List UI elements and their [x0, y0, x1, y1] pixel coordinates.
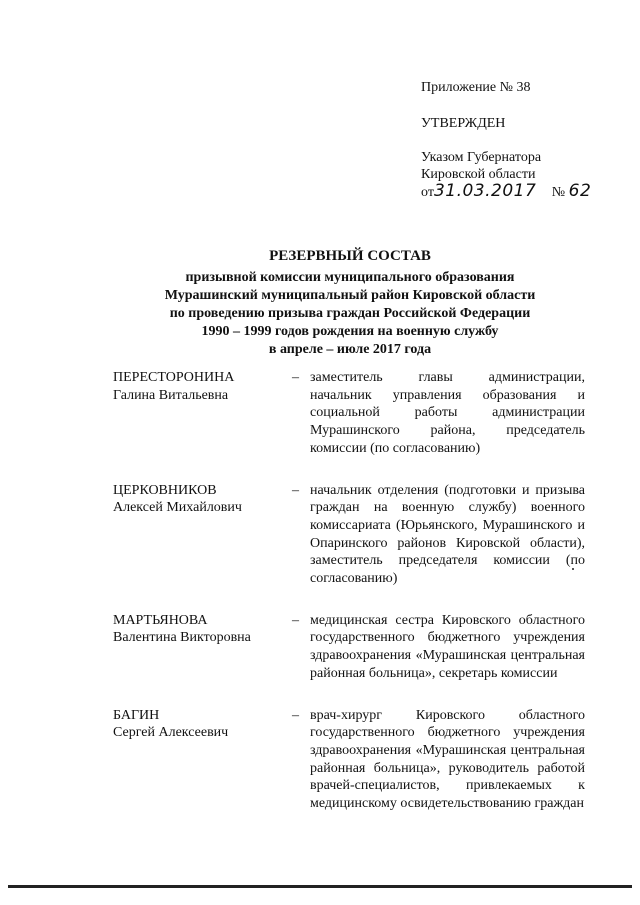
from-prefix: от	[421, 185, 434, 200]
member-given-names: Алексей Михайлович	[113, 500, 242, 516]
member-role: врач-хирург Кировского областного государственного бюджетного учреждения здравоохранения «Мурашинская центральная районная больница», руководитель работой врачей-специалистов, привлекаемых к медицинскому освидетельствованию граждан	[310, 707, 585, 812]
bottom-divider	[8, 885, 632, 888]
member-given-names: Сергей Алексеевич	[113, 725, 229, 741]
annex-number: Приложение № 38	[421, 80, 531, 95]
decree-line-2: Кировской области	[421, 167, 536, 182]
handwritten-number: 62	[568, 181, 592, 201]
member-dash: –	[292, 612, 299, 628]
member-name	[113, 369, 278, 404]
document-title-block	[100, 247, 600, 359]
title-line: 1990 – 1999 годов рождения на военную службу	[201, 324, 499, 339]
number-prefix: №	[551, 185, 566, 200]
decree-date-line	[421, 183, 611, 201]
title-line: в апреле – июле 2017 года	[268, 342, 432, 357]
approval-block	[421, 79, 611, 201]
member-list	[113, 369, 585, 813]
document-title: РЕЗЕРВНЫЙ СОСТАВ	[269, 248, 431, 264]
member-name	[113, 612, 278, 647]
title-line: призывной комиссии муниципального образования	[185, 270, 515, 285]
member-given-names: Валентина Викторовна	[113, 630, 251, 646]
member-dash: –	[292, 370, 299, 385]
member-entry	[113, 369, 585, 458]
member-entry	[113, 707, 585, 813]
scan-speck	[572, 568, 574, 570]
member-role: начальник отделения (подготовки и призыва граждан на военную службу) военного комиссариата (Юрьянского, Мурашинского и Опаринского районов Кировской области), заместитель председателя комиссии (по согласованию)	[310, 482, 585, 587]
member-entry	[113, 482, 585, 588]
title-line: по проведению призыва граждан Российской Федерации	[169, 306, 531, 321]
decree-line-1: Указом Губернатора	[421, 150, 542, 165]
member-name	[113, 482, 278, 517]
member-surname: ЦЕРКОВНИКОВ	[113, 482, 217, 498]
member-surname: БАГИН	[113, 707, 160, 723]
handwritten-date: 31.03.2017	[433, 181, 537, 201]
member-role: медицинская сестра Кировского областного государственного бюджетного учреждения здравоохранения «Мурашинская центральная районная больница», секретарь комиссии	[310, 612, 585, 681]
member-name	[113, 707, 278, 742]
member-given-names: Галина Витальевна	[113, 387, 229, 403]
member-surname: ПЕРЕСТОРОНИНА	[113, 370, 235, 385]
member-entry	[113, 612, 585, 683]
approved-stamp-text: УТВЕРЖДЕН	[421, 116, 506, 131]
member-dash: –	[292, 707, 299, 723]
title-line: Мурашинский муниципальный район Кировской области	[164, 288, 536, 303]
member-role: заместитель главы администрации, начальник управления образования и социальной работы администрации Мурашинского района, председатель комиссии (по согласованию)	[310, 370, 585, 456]
member-surname: МАРТЬЯНОВА	[113, 612, 208, 628]
member-dash: –	[292, 482, 299, 498]
